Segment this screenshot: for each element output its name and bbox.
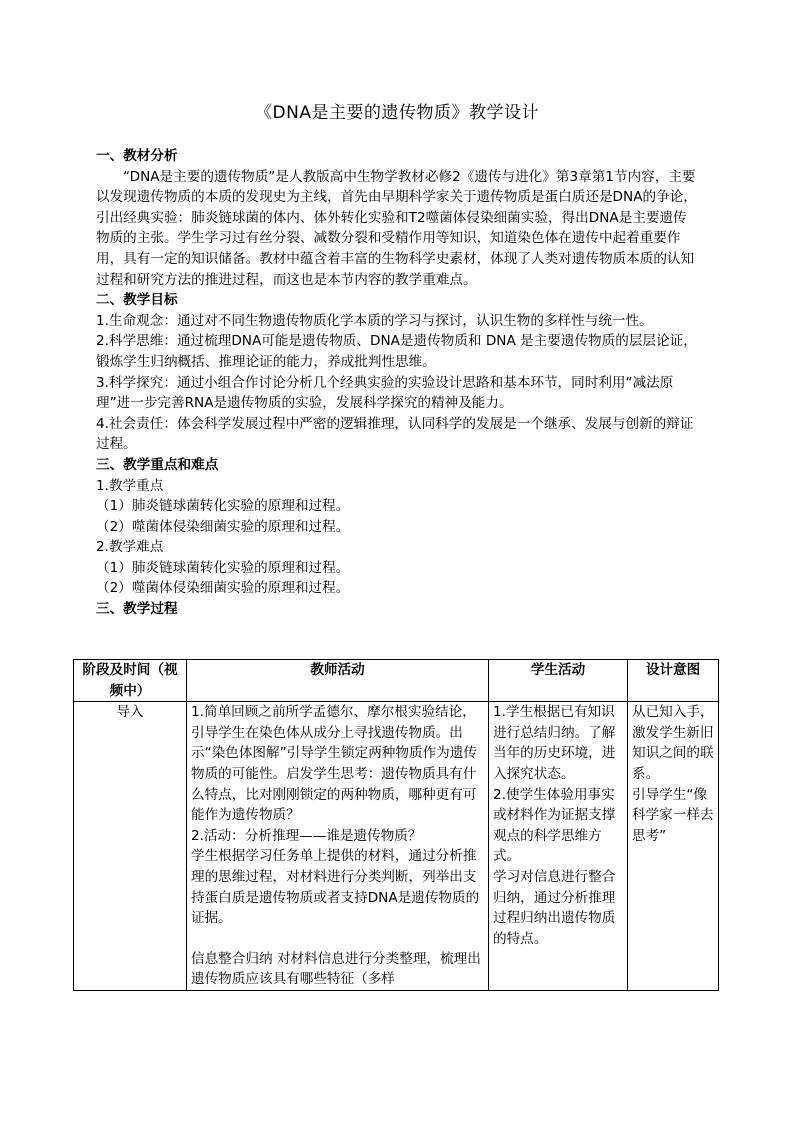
objective-item: 4.社会责任：体会科学发展过程中严密的逻辑推理，认同科学的发展是一个继承、发展与创新的辩证过程。 [96, 415, 694, 453]
section-heading-2: 二、教学目标 [96, 292, 178, 309]
table-header-row [74, 660, 719, 702]
table-row [74, 702, 719, 991]
key-point-item: （1）肺炎链球菌转化实验的原理和过程。 [96, 498, 350, 515]
header-stage: 阶段及时间（视频中） [74, 660, 187, 702]
teacher-activity-text: 信息整合归纳 对材料信息进行分类整理，梳理出遗传物质应该具有哪些特征（多样 [191, 950, 481, 988]
header-student: 学生活动 [489, 660, 628, 702]
process-table-wrapper [73, 659, 719, 991]
teaching-process-table [73, 659, 719, 991]
design-intent-cell [628, 702, 719, 991]
teacher-activity-text: 2.活动：分析推理——谁是遗传物质？ [191, 827, 422, 844]
document-body [96, 146, 700, 620]
stage-cell: 导入 [74, 702, 187, 991]
section-heading-4: 三、教学过程 [96, 601, 178, 618]
header-intent: 设计意图 [628, 660, 719, 702]
section-heading-1: 一、教材分析 [96, 148, 178, 164]
difficulty-item: （1）肺炎链球菌转化实验的原理和过程。 [96, 559, 350, 576]
design-intent-text: 引导学生“像科学家一样去思考” [632, 786, 714, 844]
objective-item: 3.科学探究：通过小组合作讨论分析几个经典实验的实验设计思路和基本环节，同时利用“减法原理”进一步完善RNA是遗传物质的实验，发展科学探究的精神及能力。 [96, 374, 674, 412]
section-paragraph-1: “DNA是主要的遗传物质”是人教版高中生物学教材必修2《遗传与进化》第3章第1节内容，主要以发现遗传物质的本质的发现史为主线，首先由早期科学家关于遗传物质是蛋白质还是DNA的争论，引出经典实验：肺炎链球菌的体内、体外转化实验和T2噬菌体侵染细菌实验，得出DNA是主要遗传物质的主张。学生学习过有丝分裂、减数分裂和受精作用等知识，知道染色体在遗传中起着重要作用，具有一定的知识储备。教材中蕴含着丰富的生物科学史素材，体现了人类对遗传物质本质的认知过程和研究方法的推进过程，而这也是本节内容的教学重难点。 [96, 168, 697, 288]
objective-item: 2.科学思维：通过梳理DNA可能是遗传物质、DNA是遗传物质和 DNA 是主要遗传物质的层层论证，锻炼学生归纳概括、推理论证的能力，养成批判性思维。 [96, 333, 697, 370]
header-teacher: 教师活动 [187, 660, 489, 702]
key-point-item: （2）噬菌体侵染细菌实验的原理和过程。 [96, 518, 350, 535]
teacher-activity-text: 学生根据学习任务单上提供的材料，通过分析推理的思维过程，对材料进行分类判断，列举出支持蛋白质是遗传物质或者支持DNA是遗传物质的证据。 [191, 848, 480, 927]
student-activity-text: 2.使学生体验用事实或材料作为证据支撑观点的科学思维方式。 [493, 786, 616, 865]
student-activity-cell [489, 702, 628, 991]
design-intent-text: 从已知入手，激发学生新旧知识之间的联系。 [632, 704, 714, 782]
teacher-activity-text: 1.简单回顾之前所学孟德尔、摩尔根实验结论，引导学生在染色体从成分上寻找遗传物质。出示“染色体图解”引导学生锁定两种物质作为遗传物质的可能性。启发学生思考：遗传物质具有什么特点，比对刚刚锁定的两种物质，哪种更有可能作为遗传物质？ [191, 704, 477, 824]
student-activity-text: 1.学生根据已有知识进行总结归纳。了解当年的历史环境，进入探究状态。 [493, 704, 616, 782]
key-points-label: 1.教学重点 [96, 477, 164, 494]
teacher-activity-cell [187, 702, 489, 991]
section-heading-3: 三、教学重点和难点 [96, 456, 219, 473]
difficulty-label: 2.教学难点 [96, 539, 164, 556]
student-activity-text: 学习对信息进行整合归纳，通过分析推理过程归纳出遗传物质的特点。 [493, 868, 616, 947]
difficulty-item: （2）噬菌体侵染细菌实验的原理和过程。 [96, 580, 350, 597]
objective-item: 1.生命观念：通过对不同生物遗传物质化学本质的学习与探讨，认识生物的多样性与统一性。 [96, 312, 653, 329]
teacher-activity-spacer [191, 929, 484, 949]
document-title: 《DNA是主要的遗传物质》教学设计 [255, 103, 539, 123]
